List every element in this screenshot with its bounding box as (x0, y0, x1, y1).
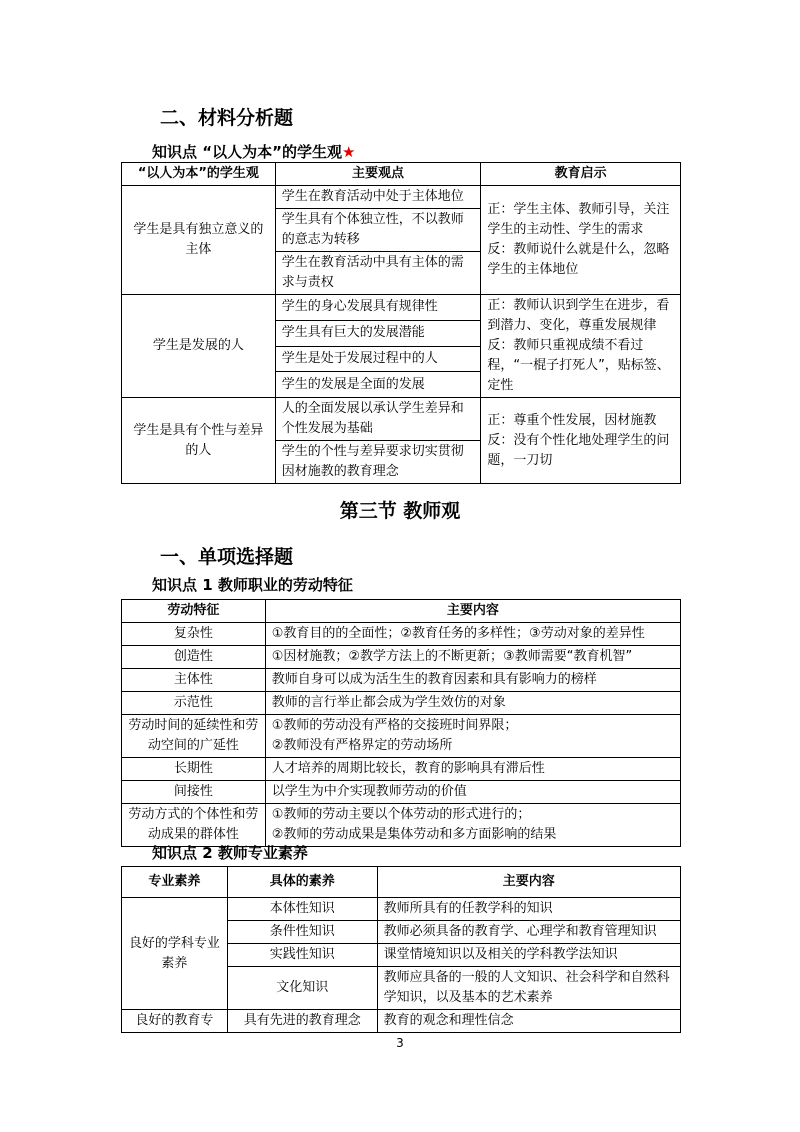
professional-literacy-table (121, 866, 681, 1033)
section-heading-single-choice: 一、单项选择题 (160, 546, 294, 568)
section-title-teacher-view: 第三节 教师观 (339, 500, 461, 522)
star-icon: ★ (341, 143, 356, 161)
table-cell-content: 人才培养的周期比较长，教育的影响具有滞后性 (265, 758, 680, 781)
table-cell-item: 文化知识 (227, 967, 377, 1010)
table-header: 主要内容 (377, 867, 680, 898)
table-cell-content: ①教育目的的全面性；②教育任务的多样性；③劳动对象的差异性 (265, 623, 680, 646)
table-header: 主要观点 (275, 163, 481, 186)
table-header: 主要内容 (265, 600, 680, 623)
table-header: 教育启示 (481, 163, 681, 186)
table-cell-content: 以学生为中介实现教师劳动的价值 (265, 781, 680, 804)
table-cell-point: 学生在教育活动中具有主体的需求与责权 (275, 252, 481, 295)
table-cell-point: 学生在教育活动中处于主体地位 (275, 186, 481, 209)
table-cell-feature: 劳动方式的个体性和劳动成果的群体性 (122, 804, 266, 847)
knowledge-point-1: 知识点 1 教师职业的劳动特征 (152, 576, 353, 594)
labor-characteristics-table (121, 599, 681, 847)
table-cell-content: ①教师的劳动主要以个体劳动的形式进行的； ②教师的劳动成果是集体劳动和多方面影响的结果 (265, 804, 680, 847)
table-cell-feature: 创造性 (122, 646, 266, 669)
table-cell-point: 学生的个性与差异要求切实贯彻因材施教的教育理念 (275, 441, 481, 484)
table-cell-content: 教师自身可以成为活生生的教育因素和具有影响力的榜样 (265, 669, 680, 692)
table-cell-item: 具有先进的教育理念 (227, 1010, 377, 1033)
table-cell-point: 学生具有个体独立性，不以教师的意志为转移 (275, 209, 481, 252)
page-number: 3 (396, 1036, 404, 1050)
table-header: 具体的素养 (227, 867, 377, 898)
table-cell-feature: 长期性 (122, 758, 266, 781)
table-cell-content: 教师的言行举止都会成为学生效仿的对象 (265, 692, 680, 715)
table-cell-insight: 正：教师认识到学生在进步，看到潜力、变化，尊重发展规律 反：教师只重视成绩不看过程，“一棍子打死人”，贴标签、定性 (481, 295, 681, 398)
table-cell-content: 教育的观念和理性信念 (377, 1010, 680, 1033)
table-cell-view: 学生是发展的人 (122, 295, 276, 398)
table-cell-content: ①教师的劳动没有严格的交接班时间界限； ②教师没有严格界定的劳动场所 (265, 715, 680, 758)
section-heading-material-analysis: 二、材料分析题 (160, 107, 294, 129)
table-cell-feature: 主体性 (122, 669, 266, 692)
table-cell-point: 学生是处于发展过程中的人 (275, 346, 481, 372)
table-cell-point: 人的全面发展以承认学生差异和个性发展为基础 (275, 398, 481, 441)
knowledge-point-label: 知识点 “以人为本”的学生观 (152, 143, 342, 161)
table-cell-content: 教师所具有的任教学科的知识 (377, 898, 680, 921)
table-cell-feature: 劳动时间的延续性和劳动空间的广延性 (122, 715, 266, 758)
table-cell-content: 教师必须具备的教育学、心理学和教育管理知识 (377, 921, 680, 944)
table-cell-item: 条件性知识 (227, 921, 377, 944)
table-header: “以人为本”的学生观 (122, 163, 276, 186)
table-cell-feature: 示范性 (122, 692, 266, 715)
knowledge-point-student-view (152, 141, 355, 162)
student-view-table (121, 162, 681, 484)
table-cell-point: 学生的发展是全面的发展 (275, 372, 481, 398)
table-cell-category: 良好的学科专业素养 (122, 898, 228, 1010)
table-header: 专业素养 (122, 867, 228, 898)
table-cell-content: 课堂情境知识以及相关的学科教学法知识 (377, 944, 680, 967)
table-cell-view: 学生是具有个性与差异的人 (122, 398, 276, 484)
table-cell-insight: 正：尊重个性发展，因材施教 反：没有个性化地处理学生的问题，一刀切 (481, 398, 681, 484)
table-cell-feature: 间接性 (122, 781, 266, 804)
table-cell-content: 教师应具备的一般的人文知识、社会科学和自然科学知识，以及基本的艺术素养 (377, 967, 680, 1010)
table-cell-content: ①因材施教；②教学方法上的不断更新；③教师需要“教育机智” (265, 646, 680, 669)
table-cell-feature: 复杂性 (122, 623, 266, 646)
table-cell-insight: 正：学生主体、教师引导，关注学生的主动性、学生的需求 反：教师说什么就是什么，忽略学生的主体地位 (481, 186, 681, 295)
table-header: 劳动特征 (122, 600, 266, 623)
table-cell-view: 学生是具有独立意义的主体 (122, 186, 276, 295)
table-cell-point: 学生的身心发展具有规律性 (275, 295, 481, 321)
table-cell-category: 良好的教育专 (122, 1010, 228, 1033)
knowledge-point-2: 知识点 2 教师专业素养 (152, 844, 308, 862)
table-cell-item: 实践性知识 (227, 944, 377, 967)
table-cell-point: 学生具有巨大的发展潜能 (275, 320, 481, 346)
table-cell-item: 本体性知识 (227, 898, 377, 921)
